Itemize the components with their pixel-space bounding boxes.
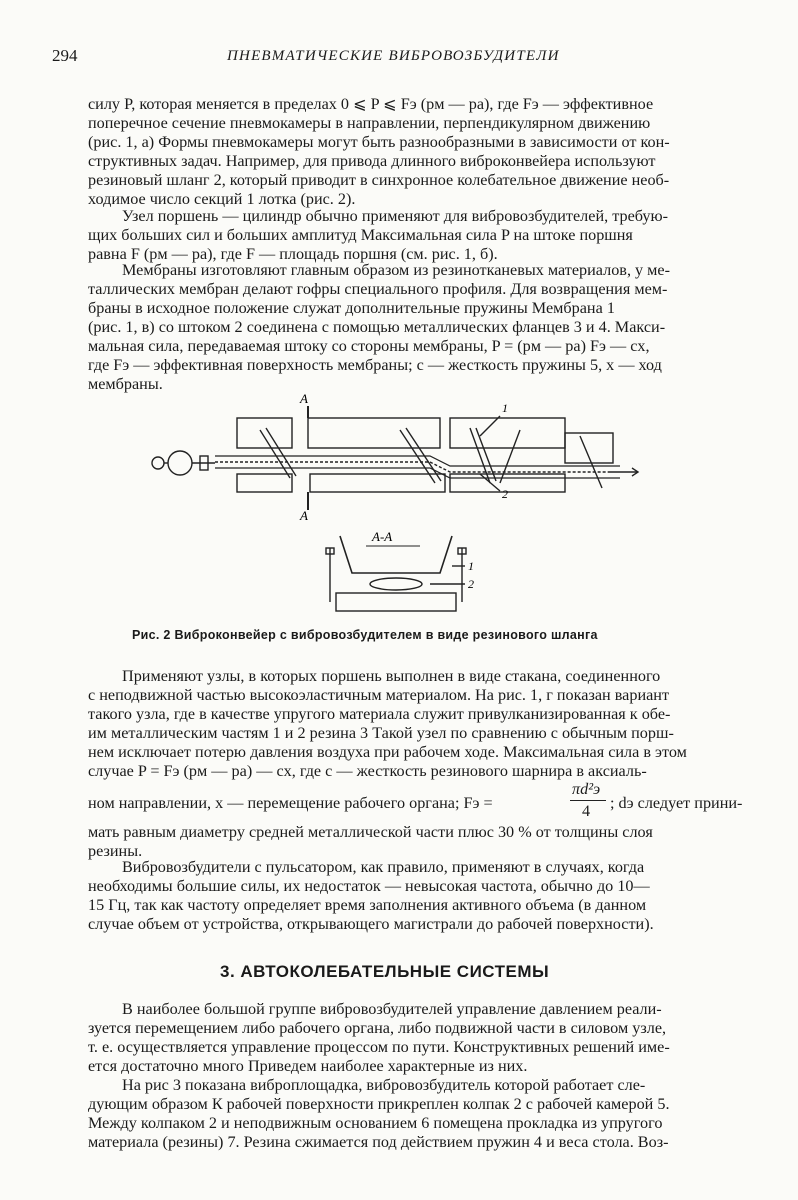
label-a-bottom: A (300, 508, 308, 523)
label-1: 1 (502, 401, 508, 415)
text-line: мальная сила, передаваемая штоку со стороны мембраны, P = (pм — pа) Fэ — cx, (88, 337, 650, 355)
text-line: ется достаточно много Приведем наиболее характерные из них. (88, 1057, 528, 1075)
formula-before: ном направлении, x — перемещение рабочего органа; Fэ = (88, 794, 493, 812)
text-line: мембраны. (88, 375, 163, 393)
text-line: 15 Гц, так как частоту определяет время заполнения активного объема (в данном (88, 896, 647, 914)
text-line: силу P, которая меняется в пределах 0 ⩽ P ⩽ Fэ (pм — pа), где Fэ — эффективное (88, 95, 654, 113)
fraction-denominator: 4 (582, 802, 591, 820)
text-line: равна F (pм — pа), где F — площадь поршня (см. рис. 1, б). (88, 245, 498, 263)
text-line: резиновый шланг 2, который приводит в синхронное колебательное движение необ- (88, 171, 670, 189)
section-trough (340, 536, 452, 573)
section-title: A-A (372, 529, 393, 544)
text-line: дующим образом К рабочей поверхности прикреплен колпак 2 с рабочей камерой 5. (88, 1095, 670, 1113)
text-line: На рис 3 показана виброплощадка, вибровозбудитель которой работает сле- (122, 1076, 646, 1094)
text-line: случае объем от устройства, открывающего магистрали до рабочей поверхности). (88, 915, 654, 933)
text-line: Применяют узлы, в которых поршень выполнен в виде стакана, соединенного (122, 667, 661, 685)
text-line: В наиболее большой группе вибровозбудителей управление давлением реали- (122, 1000, 662, 1018)
text-line: материала (резины) 7. Резина сжимается под действием пружин 4 и веса стола. Воз- (88, 1133, 669, 1151)
label-2: 2 (502, 487, 508, 501)
base-section-bottom-mid (310, 474, 445, 492)
section-label-2: 2 (468, 577, 474, 591)
figure-caption: Рис. 2 Виброконвейер с вибровозбудителем в виде резинового шланга (132, 628, 598, 642)
text-line: Между колпаком 2 и неподвижным основанием 6 помещена прокладка из упругого (88, 1114, 663, 1132)
paragraph-6 (88, 1000, 740, 1076)
trough-section-top-mid (308, 418, 440, 448)
base-section-bottom-left (237, 474, 292, 492)
text-line: (рис. 1, а) Формы пневмокамеры могут быть разнообразными в зависимости от кон- (88, 133, 670, 151)
figure-conveyor (140, 388, 640, 628)
text-line: такого узла, где в качестве упругого материала служит привулканизированная к обе- (88, 705, 671, 723)
paragraph-4 (88, 667, 740, 781)
paragraph-7 (88, 1076, 740, 1152)
text-line: мать равным диаметру средней металлической части плюс 30 % от толщины слоя (88, 823, 653, 841)
text-line: Мембраны изготовляют главным образом из резинотканевых материалов, у ме- (122, 261, 671, 279)
text-line: зуется перемещением либо рабочего органа, либо подвижной части в силовом узле, (88, 1019, 667, 1037)
formula-after: ; dэ следует прини- (610, 794, 743, 812)
page-header (52, 46, 752, 70)
text-line: ходимое число секций 1 лотка (рис. 2). (88, 190, 356, 208)
paragraph-3 (88, 261, 740, 394)
text-line: т. е. осуществляется управление процессом по пути. Конструктивных решений име- (88, 1038, 670, 1056)
fraction-numerator: πd²э (572, 780, 601, 798)
text-line: им металлическим частям 1 и 2 резина 3 Такой узел по сравнению с обычным порш- (88, 724, 674, 742)
paragraph-1 (88, 95, 740, 209)
running-title: ПНЕВМАТИЧЕСКИЕ ВИБРОВОЗБУДИТЕЛИ (227, 48, 560, 64)
text-line: таллических мембран делают гофры специального профиля. Для возвращения мем- (88, 280, 668, 298)
page-number: 294 (52, 46, 78, 65)
text-line: Вибровозбудители с пульсатором, как правило, применяют в случаях, когда (122, 858, 645, 876)
paragraph-2 (88, 207, 740, 264)
text-line: поперечное сечение пневмокамеры в направлении, перпендикулярном движению (88, 114, 651, 132)
formula-line (88, 778, 743, 824)
text-line: браны в исходное положение служат дополнительные пружины Мембрана 1 (88, 299, 615, 317)
paragraph-5 (88, 858, 740, 934)
paragraph-4c (88, 823, 740, 861)
trough-section-top-right (450, 418, 565, 448)
text-line: где Fэ — эффективная поверхность мембраны; c — жесткость пружины 5, x — ход (88, 356, 662, 374)
section-heading: 3. АВТОКОЛЕБАТЕЛЬНЫЕ СИСТЕМЫ (220, 962, 550, 981)
section-label-1: 1 (468, 559, 474, 573)
text-line: щих больших сил и больших амплитуд Максимальная сила P на штоке поршня (88, 226, 633, 244)
section-hose (370, 578, 422, 590)
text-line: случае P = Fэ (pм — pа) — cx, где c — жесткость резинового шарнира в аксиаль- (88, 762, 647, 780)
trough-section-top-left (237, 418, 292, 448)
text-line: резины. (88, 842, 143, 860)
text-line: Узел поршень — цилиндр обычно применяют для вибровозбудителей, требую- (122, 207, 668, 225)
text-line: нем исключает потерю давления воздуха при рабочем ходе. Максимальная сила в этом (88, 743, 687, 761)
fraction-bar (570, 800, 606, 801)
text-line: с неподвижной частью высокоэластичным материалом. На рис. 1, г показан вариант (88, 686, 670, 704)
text-line: структивных задач. Например, для привода длинного виброконвейера используют (88, 152, 656, 170)
label-a-top: A (300, 391, 308, 406)
text-line: (рис. 1, в) со штоком 2 соединена с помощью металлических фланцев 3 и 4. Макси- (88, 318, 666, 336)
pressure-gauge (168, 451, 192, 475)
text-line: необходимы большие силы, их недостаток — невысокая частота, обычно до 10— (88, 877, 650, 895)
